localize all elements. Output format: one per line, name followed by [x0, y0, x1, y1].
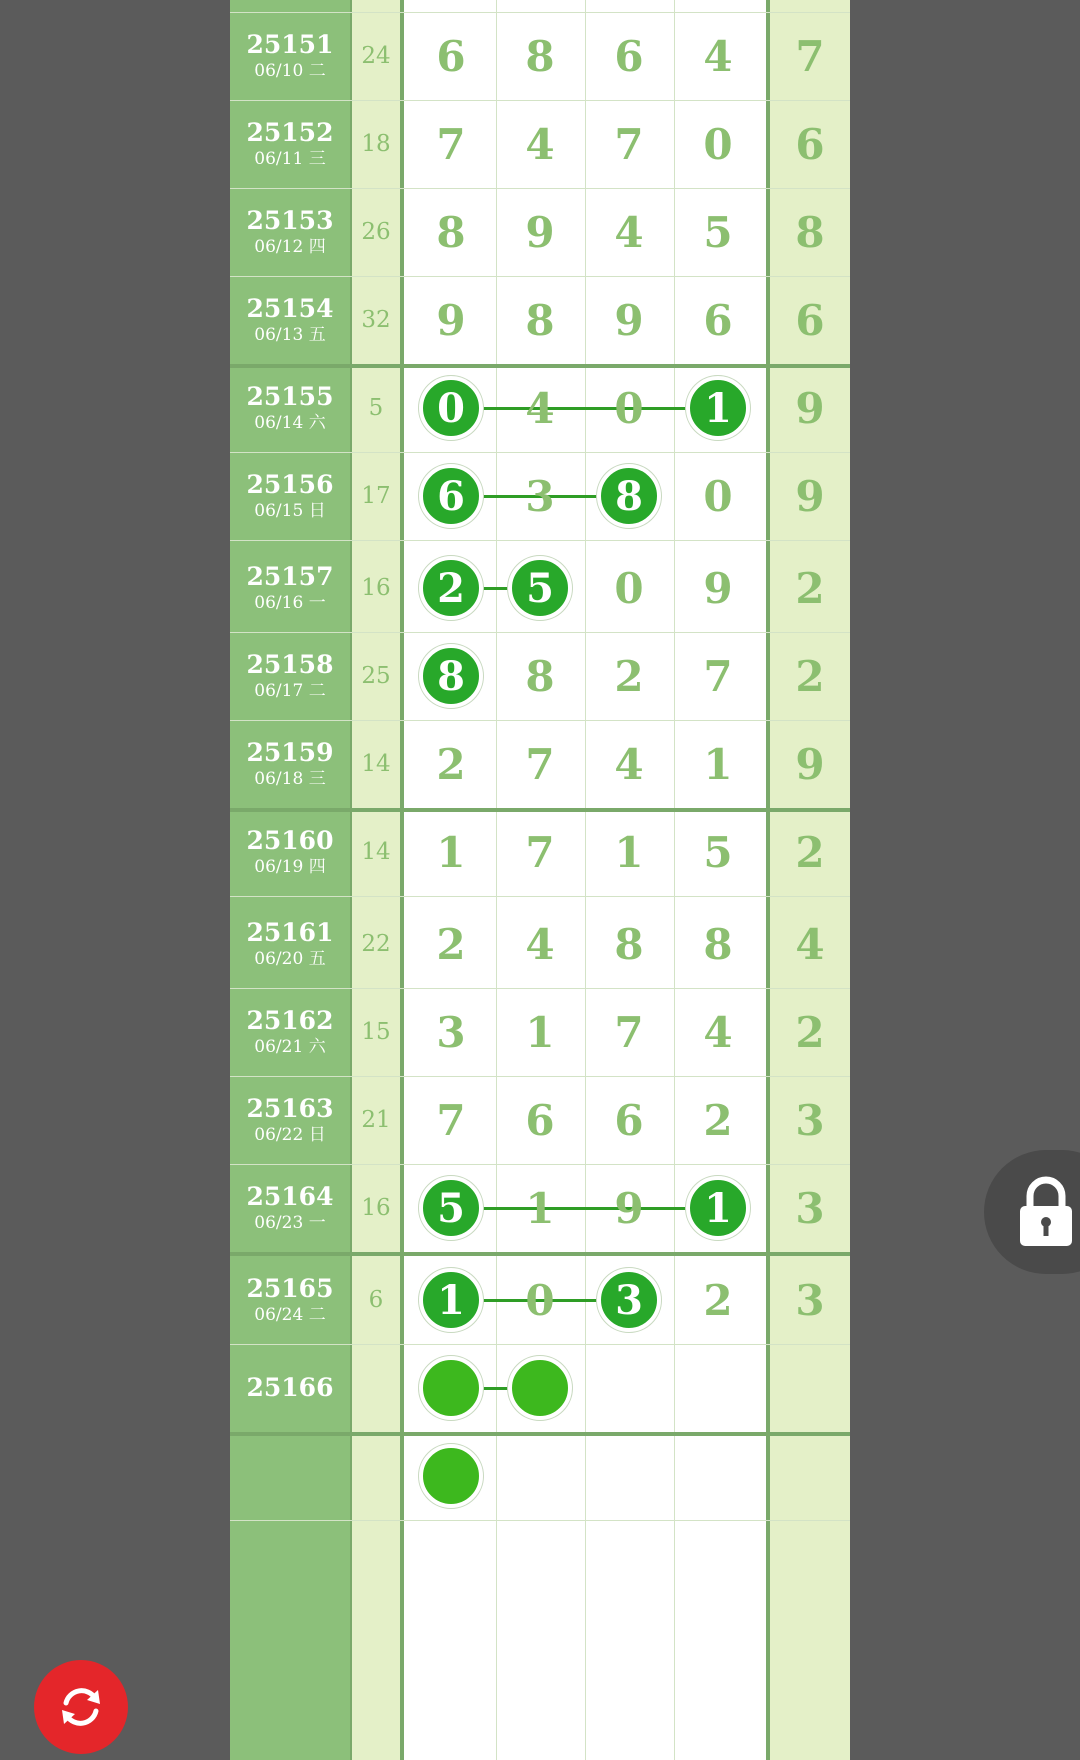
sum-value: 6 [368, 1287, 384, 1313]
period-date: 06/20 五 [254, 949, 326, 969]
digit-cell: 0 [614, 563, 644, 613]
period-cell [230, 452, 350, 540]
period-date: 06/13 五 [254, 325, 326, 345]
draw-row [230, 188, 850, 276]
refresh-icon [54, 1680, 108, 1734]
digit-cell: 7 [436, 119, 466, 169]
draw-row [230, 632, 850, 720]
sum-value: 22 [361, 931, 391, 957]
period-date: 06/16 一 [254, 593, 326, 613]
period-cell [230, 1432, 350, 1520]
period-number: 25153 [246, 206, 334, 235]
lock-icon [1016, 1176, 1076, 1248]
digit-cell: 7 [614, 119, 644, 169]
digit-cell: 1 [525, 1183, 555, 1233]
digit-cell: 1 [703, 739, 733, 789]
sum-value: 26 [361, 219, 391, 245]
digit-cell: 5 [703, 207, 733, 257]
sum-value: 21 [361, 1107, 391, 1133]
period-cell [230, 1256, 350, 1344]
digit-cell: 4 [703, 31, 733, 81]
extra-digit: 3 [795, 1275, 825, 1325]
digit-cell: 4 [525, 919, 555, 969]
period-date: 06/14 六 [254, 413, 326, 433]
sum-value: 16 [361, 1195, 391, 1221]
period-number: 25166 [246, 1373, 334, 1402]
period-cell [230, 720, 350, 808]
period-number: 25152 [246, 118, 334, 147]
digit-cell: 8 [525, 295, 555, 345]
digit-cell: 2 [614, 651, 644, 701]
digit-cell: 4 [525, 119, 555, 169]
period-date: 06/15 日 [254, 501, 326, 521]
refresh-button[interactable] [34, 1660, 128, 1754]
digit-cell: 7 [525, 739, 555, 789]
digit-ball[interactable]: 6 [419, 464, 483, 528]
sum-value [352, 1432, 400, 1520]
digit-cell: 8 [436, 207, 466, 257]
draw-row [230, 12, 850, 100]
digit-cell: 6 [614, 1095, 644, 1145]
digit-cell: 5 [703, 827, 733, 877]
draw-row [230, 1256, 850, 1344]
sum-value [352, 1344, 400, 1432]
period-number: 25155 [246, 382, 334, 411]
draw-row [230, 1432, 850, 1520]
digit-ball[interactable]: 0 [419, 376, 483, 440]
digit-cell: 7 [525, 827, 555, 877]
digit-cell: 8 [614, 919, 644, 969]
draw-row [230, 544, 850, 632]
digit-cell: 1 [525, 1007, 555, 1057]
period-date: 06/23 一 [254, 1213, 326, 1233]
digit-ball[interactable]: 1 [686, 376, 750, 440]
digit-ball[interactable] [419, 1356, 483, 1420]
period-cell [230, 988, 350, 1076]
digit-cell [585, 1432, 673, 1520]
period-number: 25157 [246, 562, 334, 591]
period-date: 06/22 日 [254, 1125, 326, 1145]
digit-cell: 4 [614, 207, 644, 257]
digit-cell [496, 1432, 584, 1520]
digit-cell: 6 [436, 31, 466, 81]
digit-cell: 0 [525, 1275, 555, 1325]
period-number: 25158 [246, 650, 334, 679]
row-divider [230, 540, 850, 541]
draw-row [230, 900, 850, 988]
digit-cell [674, 1432, 762, 1520]
extra-digit [770, 1432, 850, 1520]
digit-ball[interactable] [508, 1356, 572, 1420]
sum-value: 16 [361, 575, 391, 601]
digit-ball[interactable]: 8 [419, 644, 483, 708]
period-number: 25161 [246, 918, 334, 947]
extra-digit: 3 [795, 1095, 825, 1145]
digit-cell: 9 [525, 207, 555, 257]
digit-ball[interactable]: 5 [419, 1176, 483, 1240]
digit-cell: 3 [436, 1007, 466, 1057]
sum-value: 24 [361, 43, 391, 69]
period-number: 25160 [246, 826, 334, 855]
digit-ball[interactable]: 8 [597, 464, 661, 528]
draw-row [230, 1164, 850, 1252]
extra-digit: 8 [795, 207, 825, 257]
digit-ball[interactable]: 3 [597, 1268, 661, 1332]
digit-cell: 0 [703, 471, 733, 521]
digit-cell: 1 [614, 827, 644, 877]
period-date: 06/12 四 [254, 237, 326, 257]
digit-ball[interactable]: 5 [508, 556, 572, 620]
digit-cell: 3 [525, 471, 555, 521]
trend-chart-board [230, 0, 850, 1760]
extra-digit: 2 [795, 827, 825, 877]
digit-cell: 0 [703, 119, 733, 169]
period-date: 06/21 六 [254, 1037, 326, 1057]
period-cell [230, 544, 350, 632]
period-cell [230, 100, 350, 188]
period-number: 25156 [246, 470, 334, 499]
draw-row [230, 988, 850, 1076]
digit-cell: 2 [436, 739, 466, 789]
digit-cell: 2 [703, 1275, 733, 1325]
period-number: 25165 [246, 1274, 334, 1303]
digit-cell: 0 [614, 383, 644, 433]
digit-cell: 4 [525, 383, 555, 433]
period-date: 06/18 三 [254, 769, 326, 789]
period-date: 06/19 四 [254, 857, 326, 877]
digit-cell: 8 [525, 31, 555, 81]
period-date: 06/11 三 [254, 149, 326, 169]
lock-button[interactable] [984, 1150, 1080, 1274]
digit-cell [674, 1344, 762, 1432]
period-date: 06/10 二 [254, 61, 326, 81]
digit-cell: 8 [703, 919, 733, 969]
digit-cell: 9 [703, 563, 733, 613]
sum-value: 14 [361, 839, 391, 865]
period-cell [230, 1076, 350, 1164]
digit-cell: 6 [525, 1095, 555, 1145]
extra-digit: 9 [795, 471, 825, 521]
period-cell [230, 900, 350, 988]
draw-row [230, 364, 850, 452]
sum-value: 32 [361, 307, 391, 333]
digit-cell: 4 [703, 1007, 733, 1057]
draw-row [230, 720, 850, 808]
extra-digit: 2 [795, 563, 825, 613]
draw-row [230, 808, 850, 896]
extra-digit: 6 [795, 119, 825, 169]
extra-digit: 6 [795, 295, 825, 345]
sum-value: 17 [361, 483, 391, 509]
row-divider [230, 896, 850, 897]
extra-digit: 2 [795, 1007, 825, 1057]
sum-value: 18 [361, 131, 391, 157]
period-cell [230, 364, 350, 452]
period-date: 06/24 二 [254, 1305, 326, 1325]
digit-cell: 9 [436, 295, 466, 345]
period-cell [230, 188, 350, 276]
digit-cell: 8 [525, 651, 555, 701]
digit-cell: 4 [614, 739, 644, 789]
period-number: 25154 [246, 294, 334, 323]
period-cell [230, 1344, 350, 1432]
period-number: 25159 [246, 738, 334, 767]
period-number: 25151 [246, 30, 334, 59]
digit-cell: 7 [703, 651, 733, 701]
digit-cell: 7 [436, 1095, 466, 1145]
digit-ball[interactable]: 2 [419, 556, 483, 620]
draw-row [230, 100, 850, 188]
extra-digit: 4 [795, 919, 825, 969]
digit-cell [585, 1344, 673, 1432]
extra-digit [770, 1344, 850, 1432]
period-cell [230, 808, 350, 896]
extra-digit: 9 [795, 383, 825, 433]
digit-ball[interactable] [419, 1444, 483, 1508]
digit-cell: 9 [614, 295, 644, 345]
sum-value: 5 [368, 395, 384, 421]
period-number: 25163 [246, 1094, 334, 1123]
digit-cell: 6 [703, 295, 733, 345]
extra-digit: 7 [795, 31, 825, 81]
digit-cell: 9 [614, 1183, 644, 1233]
digit-cell: 6 [614, 31, 644, 81]
period-number: 25162 [246, 1006, 334, 1035]
row-divider [230, 1520, 850, 1521]
sum-value: 25 [361, 663, 391, 689]
period-cell [230, 1164, 350, 1252]
draw-row [230, 1076, 850, 1164]
digit-cell: 1 [436, 827, 466, 877]
draw-row [230, 1344, 850, 1432]
period-number: 25164 [246, 1182, 334, 1211]
digit-ball[interactable]: 1 [419, 1268, 483, 1332]
sum-value: 15 [361, 1019, 391, 1045]
sum-value: 14 [361, 751, 391, 777]
digit-ball[interactable]: 1 [686, 1176, 750, 1240]
digit-cell: 2 [436, 919, 466, 969]
extra-digit: 9 [795, 739, 825, 789]
extra-digit: 2 [795, 651, 825, 701]
extra-digit: 3 [795, 1183, 825, 1233]
period-date: 06/17 二 [254, 681, 326, 701]
digit-cell: 7 [614, 1007, 644, 1057]
draw-row [230, 452, 850, 540]
digit-cell: 2 [703, 1095, 733, 1145]
period-cell [230, 632, 350, 720]
period-cell [230, 12, 350, 100]
period-cell [230, 276, 350, 364]
draw-row [230, 276, 850, 364]
